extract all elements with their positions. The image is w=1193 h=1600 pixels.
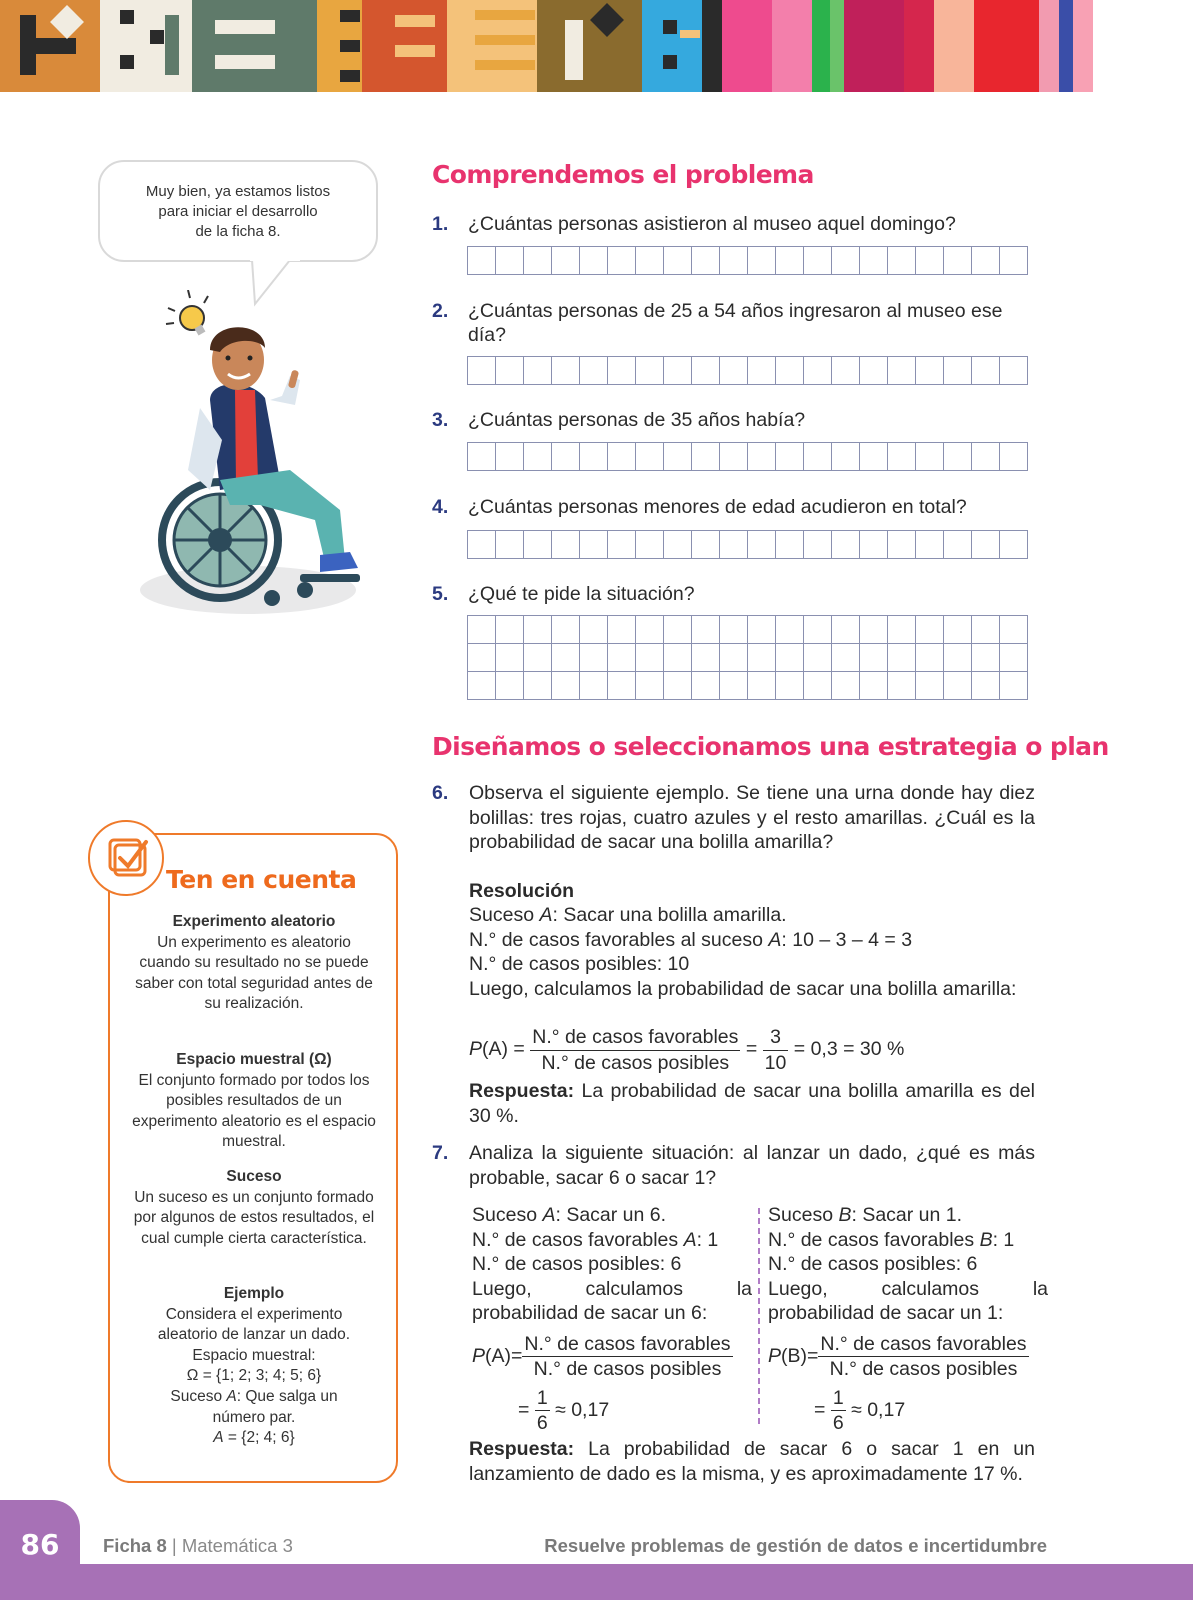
grid-cell[interactable]	[888, 616, 916, 644]
question-text: ¿Cuántas personas asistieron al museo aquel domingo?	[468, 213, 956, 235]
separator: |	[166, 1535, 182, 1556]
grid-cell[interactable]	[776, 357, 804, 385]
grid-cell[interactable]	[748, 531, 776, 559]
formula: P(A)= $\frac{\text{N.° de casos favorables}}{\text{N.° de casos posibles}}$	[472, 1332, 731, 1380]
grid-cell[interactable]	[972, 644, 1000, 672]
grid-cell[interactable]	[1000, 616, 1028, 644]
grid-cell[interactable]	[636, 247, 664, 275]
tip-heading: Suceso	[226, 1168, 282, 1185]
grid-cell[interactable]	[832, 357, 860, 385]
grid-cell[interactable]	[776, 247, 804, 275]
grid-cell[interactable]	[1000, 644, 1028, 672]
grid-cell[interactable]	[916, 357, 944, 385]
tip-espacio-muestral	[118, 1050, 390, 1153]
grid-cell[interactable]	[860, 672, 888, 700]
line: N.° de casos favorables B: 1	[768, 1228, 1015, 1251]
grid-cell[interactable]	[1000, 247, 1028, 275]
tip-body: Un experimento es aleatorio cuando su resultado no se puede saber con total seguridad antes de su realización.	[135, 933, 373, 1013]
grid-cell[interactable]	[748, 616, 776, 644]
grid-cell[interactable]	[916, 443, 944, 471]
speech-bubble	[98, 160, 378, 262]
grid-cell[interactable]	[1000, 443, 1028, 471]
grid-cell[interactable]	[832, 672, 860, 700]
question-text: ¿Qué te pide la situación?	[468, 583, 695, 605]
grid-cell[interactable]	[972, 247, 1000, 275]
grid-cell[interactable]	[664, 247, 692, 275]
grid-cell[interactable]	[524, 531, 552, 559]
grid-cell[interactable]	[944, 357, 972, 385]
grid-cell[interactable]	[860, 247, 888, 275]
grid-cell[interactable]	[496, 644, 524, 672]
grid-cell[interactable]	[636, 616, 664, 644]
column-suceso-b	[768, 1203, 1048, 1436]
grid-cell[interactable]	[748, 443, 776, 471]
grid-cell[interactable]	[804, 616, 832, 644]
footer-ficha	[103, 1535, 293, 1557]
grid-cell[interactable]	[720, 672, 748, 700]
grid-cell[interactable]	[916, 672, 944, 700]
grid-cell[interactable]	[776, 531, 804, 559]
grid-cell[interactable]	[692, 616, 720, 644]
grid-cell[interactable]	[748, 357, 776, 385]
tip-experimento	[118, 912, 390, 1015]
grid-cell[interactable]	[636, 357, 664, 385]
tip-body: El conjunto formado por todos los posibles resultados de un experimento aleatorio es el espacio muestral.	[132, 1071, 376, 1151]
grid-cell[interactable]	[860, 357, 888, 385]
grid-cell[interactable]	[552, 672, 580, 700]
grid-cell[interactable]	[776, 672, 804, 700]
checklist-icon	[90, 822, 162, 894]
section-title-disenamos: Diseñamos o seleccionamos una estrategia o plan	[432, 732, 1109, 761]
tip-body-line: Espacio muestral:	[192, 1346, 316, 1364]
grid-cell[interactable]	[608, 644, 636, 672]
line: Luego, calculamos la probabilidad de sacar un 6:	[472, 1277, 752, 1324]
grid-cell[interactable]	[580, 357, 608, 385]
respuesta-6	[469, 1079, 1035, 1128]
bubble-line: Muy bien, ya estamos listos	[145, 183, 331, 200]
column-suceso-a	[472, 1203, 752, 1436]
grid-cell[interactable]	[496, 247, 524, 275]
grid-cell[interactable]	[552, 443, 580, 471]
grid-cell[interactable]	[776, 443, 804, 471]
grid-cell[interactable]	[552, 247, 580, 275]
grid-cell[interactable]	[720, 247, 748, 275]
grid-cell[interactable]	[720, 616, 748, 644]
variable: A	[768, 929, 782, 951]
equals: =	[745, 1038, 758, 1061]
text: Suceso	[469, 904, 540, 926]
grid-cell[interactable]	[468, 443, 496, 471]
grid-cell[interactable]	[636, 672, 664, 700]
grid-cell[interactable]	[580, 672, 608, 700]
grid-cell[interactable]	[720, 531, 748, 559]
tip-suceso	[118, 1167, 390, 1249]
question-number: 5.	[432, 583, 449, 605]
fraction	[763, 1025, 789, 1075]
grid-cell[interactable]	[468, 531, 496, 559]
tip-body-line: Ω = {1; 2; 3; 4; 5; 6}	[186, 1367, 322, 1385]
grid-cell[interactable]	[468, 616, 496, 644]
grid-cell[interactable]	[832, 644, 860, 672]
result: = 0,3 = 30 %	[793, 1038, 905, 1061]
variable: A	[539, 904, 553, 926]
line: Suceso A: Sacar un 6.	[472, 1204, 667, 1226]
grid-cell[interactable]	[860, 531, 888, 559]
grid-cell[interactable]	[888, 531, 916, 559]
grid-cell[interactable]	[608, 247, 636, 275]
text: : 10 – 3 – 4 = 3	[781, 929, 913, 951]
grid-cell[interactable]	[1000, 357, 1028, 385]
lightbulb-icon	[166, 290, 208, 335]
grid-cell[interactable]	[748, 644, 776, 672]
grid-cell[interactable]	[552, 616, 580, 644]
grid-cell[interactable]	[944, 616, 972, 644]
grid-cell[interactable]	[972, 443, 1000, 471]
grid-cell[interactable]	[524, 644, 552, 672]
question-number: 3.	[432, 409, 449, 431]
grid-cell[interactable]	[888, 672, 916, 700]
grid-cell[interactable]	[468, 644, 496, 672]
grid-cell[interactable]	[552, 644, 580, 672]
suceso-a-line	[469, 903, 1035, 928]
line: N.° de casos favorables A: 1	[472, 1228, 719, 1251]
grid-cell[interactable]	[888, 357, 916, 385]
grid-cell[interactable]	[832, 616, 860, 644]
grid-cell[interactable]	[748, 247, 776, 275]
fraction	[530, 1025, 740, 1075]
grid-cell[interactable]	[972, 672, 1000, 700]
text: N.° de casos favorables al suceso	[469, 929, 769, 951]
grid-cell[interactable]	[804, 644, 832, 672]
grid-cell[interactable]	[524, 357, 552, 385]
grid-cell[interactable]	[636, 443, 664, 471]
tip-box-title: Ten en cuenta	[166, 865, 357, 894]
grid-cell[interactable]	[944, 247, 972, 275]
numerator: N.° de casos favorables	[530, 1025, 740, 1051]
grid-cell[interactable]	[888, 644, 916, 672]
respuesta-label: Respuesta:	[469, 1080, 575, 1102]
tip-box-icon-circle	[88, 820, 164, 896]
grid-cell[interactable]	[692, 644, 720, 672]
question-number: 6.	[432, 782, 449, 804]
subject-label: Matemática 3	[181, 1535, 293, 1556]
posibles-line: N.° de casos posibles: 10	[469, 953, 690, 975]
answer-grid-4[interactable]	[467, 530, 1028, 559]
question-number: 4.	[432, 496, 449, 518]
tip-body: Considera el experimento aleatorio de lanzar un dado.	[157, 1305, 351, 1344]
line: Suceso B: Sacar un 1.	[768, 1204, 963, 1226]
tip-ejemplo	[118, 1284, 390, 1449]
tip-heading: Espacio muestral (Ω)	[176, 1051, 332, 1068]
text: (A) =	[482, 1038, 525, 1061]
question-7-text: Analiza la siguiente situación: al lanzar un dado, ¿qué es más probable, sacar 6 o sacar 1?	[469, 1142, 1035, 1189]
grid-cell[interactable]	[664, 357, 692, 385]
page-number: 86	[20, 1528, 60, 1561]
denominator: N.° de casos posibles	[541, 1051, 730, 1074]
grid-cell[interactable]	[608, 531, 636, 559]
grid-cell[interactable]	[804, 443, 832, 471]
tip-body: Un suceso es un conjunto formado por algunos de estos resultados, el cual cumple cierta característica.	[133, 1188, 375, 1247]
tip-heading: Ejemplo	[223, 1285, 285, 1302]
grid-cell[interactable]	[552, 357, 580, 385]
question-text: ¿Cuántas personas de 35 años había?	[468, 409, 806, 431]
grid-cell[interactable]	[636, 644, 664, 672]
grid-cell[interactable]	[832, 443, 860, 471]
question-6-text: Observa el siguiente ejemplo. Se tiene una urna donde hay diez bolillas: tres rojas, cuatro azules y el resto amarillas. ¿Cuál es la probabilidad de sacar una bolilla amarilla?	[469, 782, 1035, 853]
probability-formula	[469, 1025, 1035, 1075]
grid-cell[interactable]	[664, 443, 692, 471]
grid-cell[interactable]	[804, 672, 832, 700]
formula: P(B)= $\frac{\text{N.° de casos favorables}}{\text{N.° de casos posibles}}$	[768, 1332, 1027, 1380]
grid-cell[interactable]	[804, 357, 832, 385]
grid-cell[interactable]	[1000, 531, 1028, 559]
question-text: ¿Cuántas personas de 25 a 54 años ingresaron al museo ese día?	[468, 300, 1003, 346]
tip-body-line: Suceso A: Que salga un	[170, 1387, 338, 1405]
answer-grid-3[interactable]	[467, 442, 1028, 471]
numerator: 3	[763, 1025, 789, 1051]
grid-cell[interactable]	[888, 443, 916, 471]
grid-cell[interactable]	[972, 357, 1000, 385]
favorables-line	[469, 928, 1035, 953]
grid-cell[interactable]	[664, 644, 692, 672]
grid-cell[interactable]	[944, 672, 972, 700]
grid-cell[interactable]	[748, 672, 776, 700]
formula-result: = $\frac{1}{6}$ ≈ 0,17	[518, 1386, 610, 1434]
grid-cell[interactable]	[804, 531, 832, 559]
grid-cell[interactable]	[888, 247, 916, 275]
grid-cell[interactable]	[972, 616, 1000, 644]
question-text: ¿Cuántas personas menores de edad acudieron en total?	[468, 496, 967, 518]
grid-cell[interactable]	[496, 531, 524, 559]
grid-cell[interactable]	[608, 616, 636, 644]
grid-cell[interactable]	[468, 357, 496, 385]
respuesta-text: La probabilidad de sacar 6 o sacar 1 en un lanzamiento de dado es la misma, y es aproximadamente 17 %.	[469, 1438, 1035, 1485]
grid-cell[interactable]	[860, 443, 888, 471]
line: N.° de casos posibles: 6	[472, 1253, 682, 1275]
grid-cell[interactable]	[468, 672, 496, 700]
grid-cell[interactable]	[916, 247, 944, 275]
grid-cell[interactable]	[496, 672, 524, 700]
grid-cell[interactable]	[580, 616, 608, 644]
footer-competency: Resuelve problemas de gestión de datos e incertidumbre	[544, 1535, 1047, 1556]
grid-cell[interactable]	[776, 644, 804, 672]
line: N.° de casos posibles: 6	[768, 1253, 978, 1275]
grid-cell[interactable]	[636, 531, 664, 559]
grid-cell[interactable]	[608, 443, 636, 471]
variable: P	[469, 1038, 483, 1061]
grid-cell[interactable]	[496, 357, 524, 385]
answer-grid-2[interactable]	[467, 356, 1028, 385]
grid-cell[interactable]	[832, 531, 860, 559]
luego-text: Luego, calculamos la probabilidad de sacar una bolilla amarilla:	[469, 978, 1017, 1000]
grid-cell[interactable]	[608, 672, 636, 700]
grid-cell[interactable]	[580, 644, 608, 672]
grid-cell[interactable]	[720, 357, 748, 385]
question-number: 7.	[432, 1142, 449, 1164]
grid-cell[interactable]	[776, 616, 804, 644]
grid-cell[interactable]	[692, 531, 720, 559]
respuesta-label: Respuesta:	[469, 1438, 575, 1460]
grid-cell[interactable]	[692, 357, 720, 385]
grid-cell[interactable]	[692, 672, 720, 700]
grid-cell[interactable]	[580, 247, 608, 275]
grid-cell[interactable]	[972, 531, 1000, 559]
ficha-label: Ficha 8	[103, 1535, 167, 1556]
grid-cell[interactable]	[944, 443, 972, 471]
grid-cell[interactable]	[664, 531, 692, 559]
denominator: 10	[764, 1051, 787, 1074]
tip-body-line: A = {2; 4; 6}	[213, 1429, 295, 1447]
footer-bar	[0, 1564, 1193, 1600]
grid-cell[interactable]	[524, 443, 552, 471]
tip-heading: Experimento aleatorio	[172, 913, 336, 930]
respuesta-7	[469, 1437, 1035, 1486]
question-number: 1.	[432, 213, 449, 235]
grid-cell[interactable]	[832, 247, 860, 275]
grid-cell[interactable]	[468, 247, 496, 275]
grid-cell[interactable]	[692, 443, 720, 471]
grid-cell[interactable]	[944, 644, 972, 672]
grid-cell[interactable]	[720, 443, 748, 471]
column-divider	[758, 1208, 760, 1424]
grid-cell[interactable]	[580, 531, 608, 559]
tip-body-line: número par.	[212, 1408, 296, 1426]
grid-cell[interactable]	[664, 672, 692, 700]
grid-cell[interactable]	[496, 443, 524, 471]
question-number: 2.	[432, 300, 449, 322]
grid-cell[interactable]	[524, 616, 552, 644]
section-title-comprendemos: Comprendemos el problema	[432, 160, 814, 189]
grid-cell[interactable]	[720, 644, 748, 672]
grid-cell[interactable]	[916, 531, 944, 559]
answer-grid-5[interactable]	[467, 615, 1028, 700]
respuesta-text: La probabilidad de sacar una bolilla amarilla es del 30 %.	[469, 1080, 1035, 1127]
student-in-wheelchair-illustration	[140, 290, 380, 630]
grid-cell[interactable]	[608, 357, 636, 385]
grid-cell[interactable]	[804, 247, 832, 275]
resolucion-heading: Resolución	[469, 880, 575, 902]
grid-cell[interactable]	[860, 616, 888, 644]
grid-cell[interactable]	[496, 616, 524, 644]
grid-cell[interactable]	[916, 616, 944, 644]
grid-cell[interactable]	[944, 531, 972, 559]
formula-result: = $\frac{1}{6}$ ≈ 0,17	[814, 1386, 906, 1434]
grid-cell[interactable]	[692, 247, 720, 275]
grid-cell[interactable]	[524, 672, 552, 700]
grid-cell[interactable]	[1000, 672, 1028, 700]
grid-cell[interactable]	[860, 644, 888, 672]
bubble-line: de la ficha 8.	[195, 223, 281, 240]
text: : Sacar una bolilla amarilla.	[552, 904, 787, 926]
banner-pattern	[0, 0, 1193, 92]
grid-cell[interactable]	[916, 644, 944, 672]
answer-grid-1[interactable]	[467, 246, 1028, 275]
line: Luego, calculamos la probabilidad de sacar un 1:	[768, 1277, 1048, 1324]
bubble-line: para iniciar el desarrollo	[158, 203, 318, 220]
grid-cell[interactable]	[552, 531, 580, 559]
grid-cell[interactable]	[580, 443, 608, 471]
grid-cell[interactable]	[664, 616, 692, 644]
grid-cell[interactable]	[524, 247, 552, 275]
